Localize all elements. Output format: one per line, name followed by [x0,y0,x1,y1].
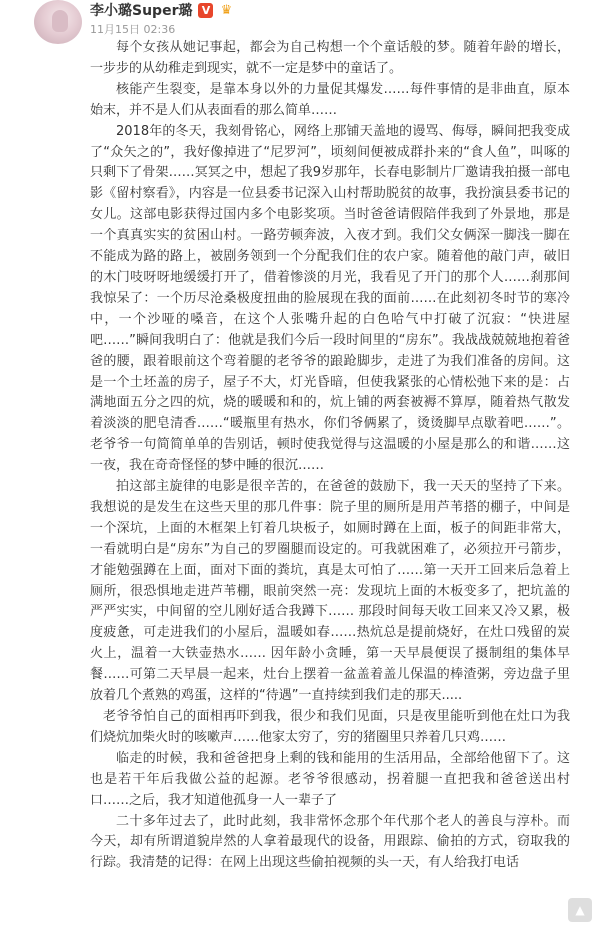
paragraph: 每个女孩从她记事起，都会为自己构想一个个童话般的梦。随着年龄的增长，一步步的从幼稚走到现实，就不一定是梦中的童话了。 [90,40,570,76]
username[interactable]: 李小璐Super璐 [90,3,193,19]
avatar-figure [52,10,68,32]
post-body [90,38,570,874]
paragraph: 二十多年过去了，此时此刻，我非常怀念那个年代那个老人的善良与淳朴。而今天，却有所谓道貌岸然的人拿着最现代的设备，用跟踪、偷拍的方式，窃取我的行踪。我清楚的记得：在网上出现这些偷拍视频的头一天，有人给我打电话 [90,813,570,871]
paragraph: 2018年的冬天，我刻骨铭心，网络上那铺天盖地的谩骂、侮辱，瞬间把我变成了“众矢之的”，我好像掉进了“尼罗河”，顷刻间便被成群扑来的“食人鱼”，叫啄的只剩下了骨架……冥冥之中，想起了我9岁那年，长春电影制片厂邀请我拍摄一部电影《留村察看》，内容是一位县委书记深入山村帮助脱贫的故事，我扮演县委书记的女儿。这部电影获得过国内多个电影奖项。当时爸爸请假陪伴我到了外景地，那是一个真真实实的贫困山村。一路劳顿奔波，入夜才到。我们父女俩深一脚浅一脚在不能成为路的路上，被剧务领到一个分配我们住的农户家。随着他的敲门声，破旧的木门吱呀呀地缓缓打开了，借着惨淡的月光，我看见了开门的那个人……刹那间我惊呆了：一个历尽沧桑极度扭曲的脸展现在我的面前……在此刻初冬时节的寒冷中，一个沙哑的嗓音，在这个人张嘴升起的白色哈气中打破了沉寂：“快进屋吧……”瞬间我明白了：他就是我们今后一段时间里的“房东”。我战战兢兢地抱着爸爸的腰，跟着眼前这个弯着腿的老爷爷的踉跄脚步，走进了为我们准备的房间。这是一个土坯盖的房子，屋子不大，灯光昏暗，但使我紧张的心情松弛下来的是：占满地面五分之四的炕，烧的暖暖和和的，炕上铺的两套被褥不算厚，随着热气散发着淡淡的肥皂清香……“暖瓶里有热水，你们爷俩累了，烫烫脚早点歇着吧……”。老爷爷一句简简单单的告别话，顿时使我觉得与这温暖的小屋是那么的和谐……这一夜，我在奇奇怪怪的梦中睡的很沉…… [90,123,570,474]
paragraph: 拍这部主旋律的电影是很辛苦的，在爸爸的鼓励下，我一天天的坚持了下来。我想说的是发生在这些天里的那几件事：院子里的厕所是用芦苇搭的棚子，中间是一个深坑，上面的木框架上钉着几块板子，如厕时蹲在上面，板子的间距非常大，一看就明白是“房东”为自己的罗圈腿而设定的。可我就困难了，必须拉开弓箭步，才能勉强蹲在上面，面对下面的粪坑，真是太可怕了……第一天开工回来后急着上厕所，很恐惧地走进芦苇棚，眼前突然一亮：发现坑上面的木板变多了，把坑盖的严严实实，中间留的空儿刚好适合我蹲下…… 那段时间每天收工回来又冷又累，极度疲惫，可走进我们的小屋后，温暖如春……热炕总是提前烧好，在灶口残留的炭火上，温着一大铁壶热水…… 因年龄小贪睡，第一天早晨便误了摄制组的集体早餐……可第二天早晨一起来，灶台上摆着一盆盖着盖儿保温的棒渣粥，旁边盘子里放着几个煮熟的鸡蛋，这样的“待遇”一直持续到我们走的那天..... [90,479,570,704]
paragraph: 临走的时候，我和爸爸把身上剩的钱和能用的生活用品，全部给他留下了。这也是若干年后我做公益的起源。老爷爷很感动，拐着腿一直把我和爸爸送出村口……之后，我才知道他孤身一人一辈子了 [90,750,570,808]
verified-badge-icon: V [198,3,213,18]
avatar[interactable] [34,0,82,44]
post-header [90,0,235,20]
post-timestamp[interactable]: 11月15日 02:36 [90,23,176,36]
arrow-up-icon: ▲ [575,903,585,917]
paragraph: 核能产生裂变，是靠本身以外的力量促其爆发……每件事情的是非曲直，原本始末，并不是人们从表面看的那么简单…… [90,81,570,118]
scroll-to-top-button[interactable] [568,898,592,922]
crown-icon: ♛ [220,2,233,18]
paragraph: 老爷爷怕自己的面相再吓到我，很少和我们见面，只是夜里能听到他在灶口为我们烧炕加柴火时的咳嗽声……他家太穷了，穷的猪圈里只养着几只鸡…… [90,709,570,745]
